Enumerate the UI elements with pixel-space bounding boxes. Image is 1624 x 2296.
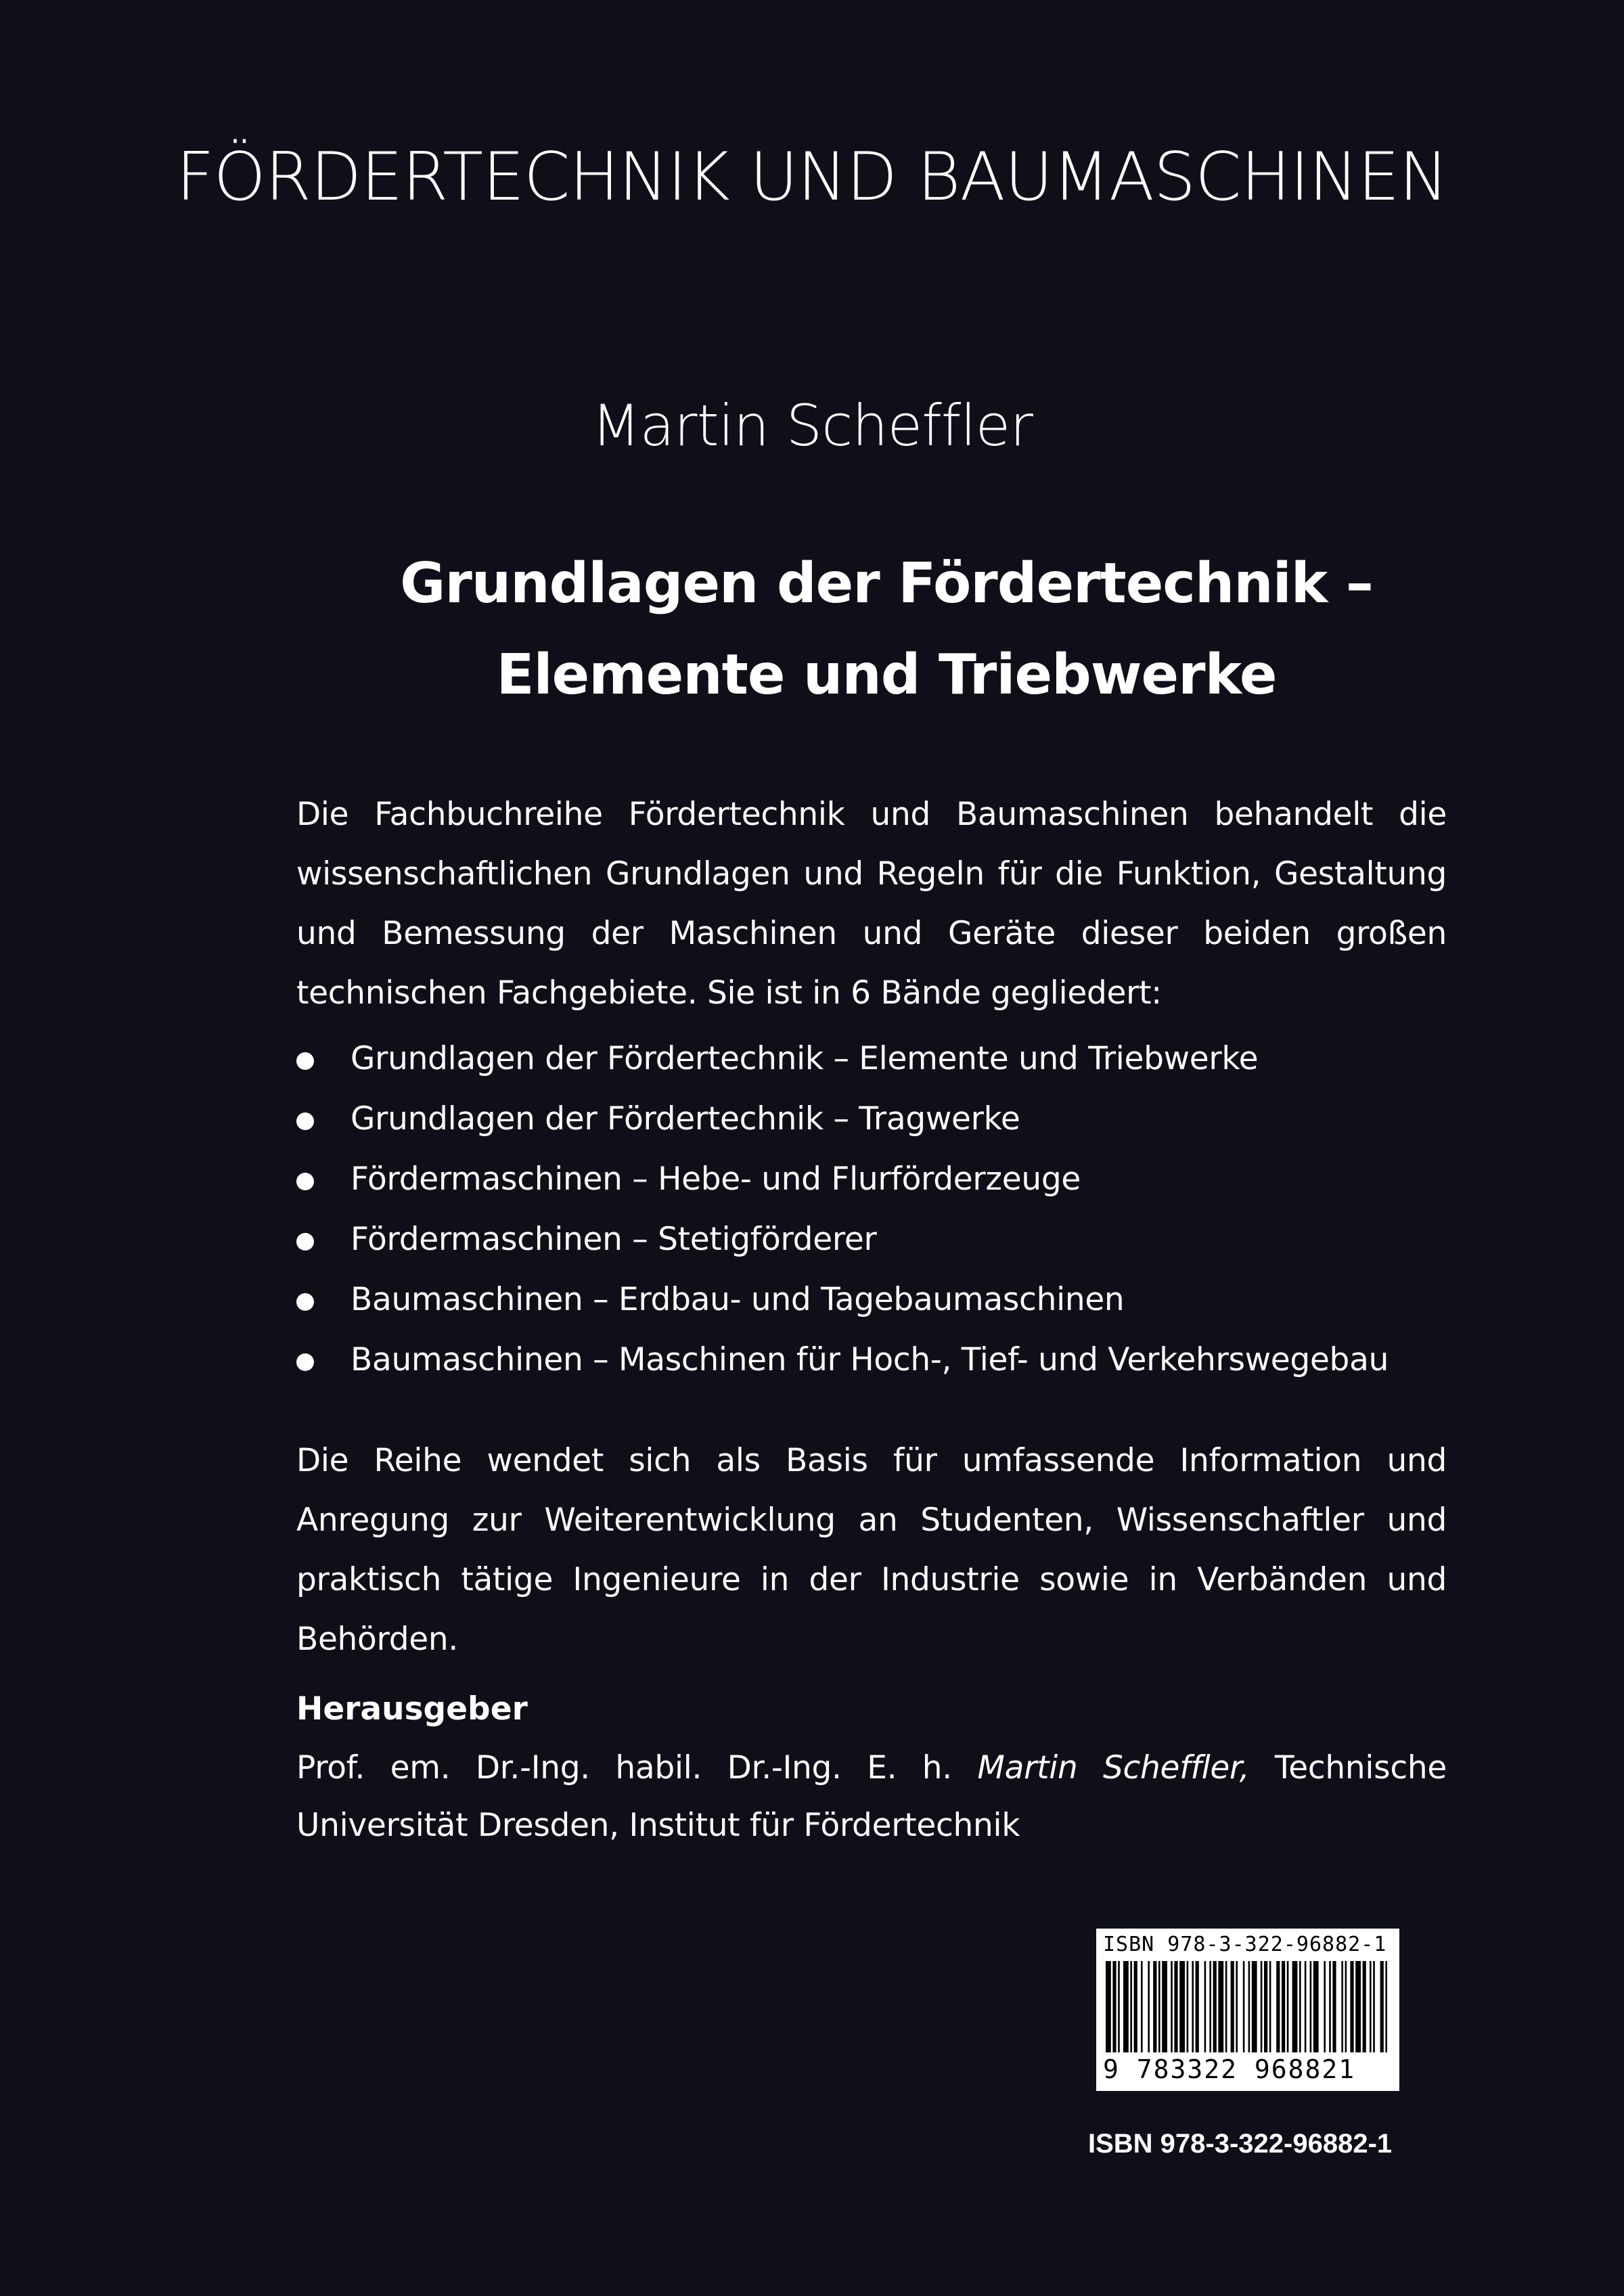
- editor-title-prefix: Prof. em. Dr.-Ing. habil. Dr.-Ing. E. h.: [296, 1749, 952, 1786]
- barcode-bar: [1373, 1961, 1375, 2052]
- barcode-bar: [1123, 1961, 1129, 2052]
- book-title: [0, 538, 1624, 721]
- barcode-bar: [1350, 1961, 1353, 2052]
- volume-list: [296, 1029, 1514, 1391]
- bullet-icon: [296, 1112, 314, 1130]
- editor-text: [296, 1739, 1447, 1854]
- barcode-bar: [1305, 1961, 1307, 2052]
- barcode-bar: [1162, 1961, 1167, 2052]
- author-name: Martin Scheffler: [591, 392, 1033, 459]
- barcode-bar: [1209, 1961, 1211, 2052]
- barcode-bar: [1213, 1961, 1217, 2052]
- barcode-bar: [1187, 1961, 1189, 2052]
- list-item: [296, 1330, 1514, 1391]
- list-item: [296, 1089, 1514, 1150]
- barcode-bar: [1264, 1961, 1267, 2052]
- volume-label: Grundlagen der Fördertechnik – Tragwerke: [351, 1100, 1020, 1138]
- barcode-bar: [1299, 1961, 1301, 2052]
- barcode-bar: [1236, 1961, 1238, 2052]
- barcode-bar: [1363, 1961, 1366, 2052]
- barcode-bar: [1292, 1961, 1298, 2052]
- barcode-bar: [1310, 1961, 1312, 2052]
- barcode-bar: [1380, 1961, 1384, 2052]
- barcode-bar: [1225, 1961, 1227, 2052]
- barcode-bar: [1332, 1961, 1336, 2052]
- barcode-bar: [1385, 1961, 1387, 2052]
- barcode-bar: [1261, 1961, 1263, 2052]
- barcode-bar: [1269, 1961, 1271, 2052]
- barcode-bar: [1370, 1961, 1372, 2052]
- barcode-bar: [1252, 1961, 1257, 2052]
- barcode-bar: [1148, 1961, 1150, 2052]
- audience-paragraph: Die Reihe wendet sich als Basis für umfassende Information und Anregung zur Weiterentwicklung an Studenten, Wissenschaftler und praktisch tätige Ingenieure in der Industrie sowie in Verbänden und Behörden.: [296, 1442, 1447, 1658]
- bullet-icon: [296, 1353, 314, 1371]
- barcode-bar: [1174, 1961, 1177, 2052]
- barcode-bar: [1134, 1961, 1137, 2052]
- barcode-bar: [1106, 1961, 1111, 2052]
- bullet-icon: [296, 1293, 314, 1311]
- intro-paragraph: Die Fachbuchreihe Fördertechnik und Baumaschinen behandelt die wissenschaftlichen Grundlagen und Regeln für die Funktion, Gestaltung und Bemessung der Maschinen und Geräte dieser beiden großen technischen Fachgebiete. Sie ist in 6 Bände gegliedert:: [296, 796, 1447, 1012]
- barcode-bar: [1313, 1961, 1319, 2052]
- book-title-line-2: Elemente und Triebwerke: [496, 643, 1277, 707]
- barcode-bar: [1329, 1961, 1331, 2052]
- list-item: [296, 1270, 1514, 1330]
- barcode-bar: [1243, 1961, 1245, 2052]
- barcode-bar: [1112, 1961, 1116, 2052]
- barcode-bar: [1158, 1961, 1160, 2052]
- series-title: FÖRDERTECHNIK UND BAUMASCHINEN: [176, 139, 1448, 216]
- barcode-digits: 9 783322 968821: [1103, 2054, 1356, 2084]
- list-item: [296, 1029, 1514, 1089]
- barcode-bar: [1218, 1961, 1223, 2052]
- barcode-bar: [1287, 1961, 1289, 2052]
- barcode-bar: [1130, 1961, 1132, 2052]
- barcode-bar: [1192, 1961, 1194, 2052]
- barcode-bar: [1118, 1961, 1120, 2052]
- volume-label: Fördermaschinen – Stetigförderer: [351, 1221, 877, 1258]
- barcode-bar: [1231, 1961, 1234, 2052]
- list-item: [296, 1150, 1514, 1210]
- barcode-bar: [1324, 1961, 1326, 2052]
- volume-label: Baumaschinen – Erdbau- und Tagebaumaschinen: [351, 1281, 1125, 1318]
- barcode-bar: [1282, 1961, 1285, 2052]
- volume-label: Grundlagen der Fördertechnik – Elemente und Triebwerke: [351, 1040, 1259, 1077]
- bullet-icon: [296, 1173, 314, 1190]
- barcode-bar: [1204, 1961, 1206, 2052]
- barcode-bar: [1276, 1961, 1280, 2052]
- barcode-bar: [1153, 1961, 1156, 2052]
- barcode-bar: [1141, 1961, 1143, 2052]
- barcode-isbn-text: ISBN 978-3-322-96882-1: [1103, 1933, 1387, 1956]
- barcode-bars: [1106, 1961, 1390, 2056]
- barcode-bar: [1341, 1961, 1343, 2052]
- volume-label: Baumaschinen – Maschinen für Hoch-, Tief- und Verkehrswegebau: [351, 1341, 1389, 1378]
- barcode-bar: [1355, 1961, 1361, 2052]
- editor-name: Martin Scheffler,: [977, 1749, 1250, 1786]
- list-item: [296, 1210, 1514, 1270]
- barcode: [1096, 1929, 1399, 2091]
- book-title-line-1: Grundlagen der Fördertechnik –: [400, 552, 1373, 616]
- barcode-bar: [1171, 1961, 1173, 2052]
- barcode-bar: [1345, 1961, 1347, 2052]
- editor-affiliation: Technische Universität Dresden, Institut für Fördertechnik: [296, 1749, 1447, 1844]
- isbn-number: ISBN 978-3-322-96882-1: [1088, 2129, 1393, 2159]
- barcode-bar: [1179, 1961, 1185, 2052]
- volume-label: Fördermaschinen – Hebe- und Flurförderzeuge: [351, 1161, 1081, 1198]
- barcode-bar: [1196, 1961, 1199, 2052]
- bullet-icon: [296, 1052, 314, 1070]
- barcode-bar: [1248, 1961, 1250, 2052]
- bullet-icon: [296, 1233, 314, 1251]
- editor-heading: Herausgeber: [296, 1690, 528, 1728]
